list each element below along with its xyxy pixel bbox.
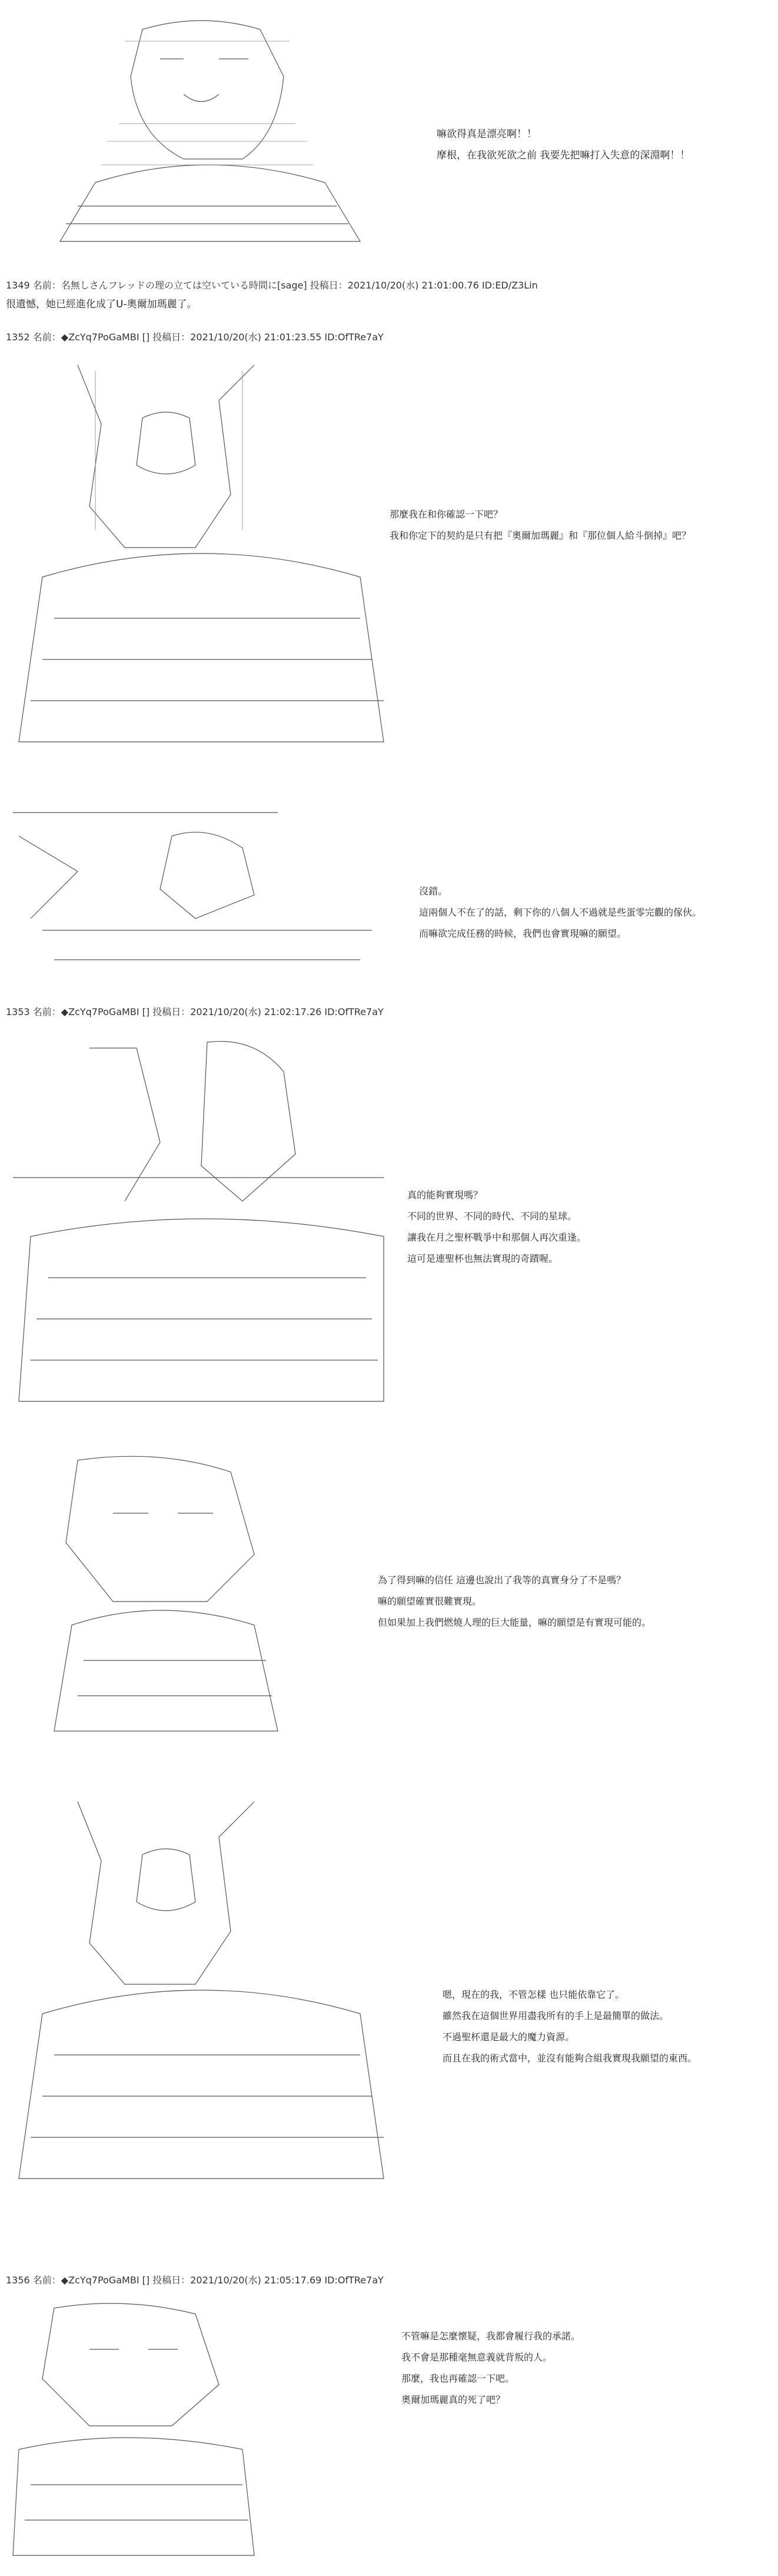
- dialog-line: 不過聖杯還是最大的魔力資源。: [443, 2031, 575, 2043]
- dialog-text: [401, 2326, 580, 2411]
- ascii-art-figure: [7, 353, 407, 754]
- dialog-line: 我不會是那種毫無意義就背叛的人。: [401, 2352, 553, 2363]
- post-header: 1356 名前：◆ZcYq7PoGaMBI [] 投稿日：2021/10/20(水) 21:05:17.69 ID:OfTRe7aY: [6, 2275, 384, 2286]
- post-header: 1352 名前：◆ZcYq7PoGaMBI [] 投稿日：2021/10/20(水) 21:01:23.55 ID:OfTRe7aY: [6, 331, 384, 343]
- panel-2: [0, 353, 778, 765]
- dialog-line: 不同的世界、不同的時代、不同的星球。: [407, 1211, 577, 1222]
- post-body: 很遺憾，她已經進化成了U-奧爾加瑪麗了。: [6, 299, 197, 310]
- dialog-line: 為了得到嘛的信任 這邊也說出了我等的真實身分了不是嗎？: [378, 1574, 626, 1586]
- dialog-text: [407, 1185, 586, 1269]
- dialog-text: [390, 504, 691, 546]
- dialog-line: 摩根，在我欲死欲之前 我要先把嘛打入失意的深淵啊！！: [437, 150, 690, 161]
- dialog-line: 讓我在月之聖杯戰爭中和那個人再次重逢。: [407, 1232, 587, 1243]
- dialog-text: [378, 1570, 651, 1633]
- panel-1: [0, 0, 778, 271]
- ascii-art-figure: [7, 6, 407, 265]
- dialog-line: 嘛的願望確實很難實現。: [378, 1596, 482, 1607]
- dialog-line: 而嘛欲完成任務的時候，我們也會實現嘛的願望。: [419, 928, 627, 939]
- dialog-line: 這可是連聖杯也無法實現的奇蹟喔。: [407, 1253, 558, 1264]
- ascii-art-figure: [7, 1790, 407, 2190]
- dialog-line: 不管嘛是怎麼懷疑，我都會履行我的承諾。: [401, 2330, 581, 2342]
- post-header: 1353 名前：◆ZcYq7PoGaMBI [] 投稿日：2021/10/20(水) 21:02:17.26 ID:OfTRe7aY: [6, 1006, 384, 1017]
- ascii-art-figure: [7, 1448, 407, 1743]
- post-header: 1349 名前：名無しさんフレッドの理の立ては空いている時間に[sage] 投稿日：2021/10/20(水) 21:01:00.76 ID:ED/Z3Lin: [6, 280, 538, 291]
- dialog-text: [419, 881, 701, 944]
- dialog-line: 沒錯。: [419, 886, 448, 897]
- ascii-art-figure: [7, 801, 407, 989]
- dialog-line: 奧爾加瑪麗真的死了吧？: [401, 2394, 506, 2405]
- panel-4: [0, 1025, 778, 1425]
- dialog-line: 那麼，我也再確認一下吧。: [401, 2373, 515, 2384]
- dialog-line: 雖然我在這個世界用盡我所有的手上是最簡單的做法。: [443, 2010, 669, 2021]
- dialog-line: 真的能夠實現嗎？: [407, 1189, 483, 1201]
- dialog-text: [443, 1984, 697, 2069]
- ascii-art-figure: [7, 2296, 407, 2561]
- dialog-text: [437, 124, 690, 166]
- dialog-line: 我和你定下的契約是只有把『奧爾加瑪麗』和『那位個人給斗倒掉』吧？: [390, 530, 691, 541]
- dialog-line: 而且在我的術式當中，並沒有能夠合組我實現我願望的東西。: [443, 2053, 697, 2064]
- panel-5: [0, 1448, 778, 1755]
- panel-6: [0, 1790, 778, 2202]
- dialog-line: 那麼我在和你確認一下吧？: [390, 509, 503, 520]
- panel-7: [0, 2296, 778, 2567]
- dialog-line: 嗯，現在的我，不管怎樣 也只能依靠它了。: [443, 1989, 625, 2000]
- dialog-line: 嘛欲得真是漂亮啊！！: [437, 128, 537, 140]
- ascii-art-figure: [7, 1025, 407, 1413]
- dialog-line: 但如果加上我們燃燒人理的巨大能量，嘛的願望是有實現可能的。: [378, 1617, 651, 1628]
- panel-3: [0, 801, 778, 1001]
- dialog-line: 這兩個人不在了的話，剩下你的八個人不過就是些蛋零完觀的傢伙。: [419, 907, 702, 918]
